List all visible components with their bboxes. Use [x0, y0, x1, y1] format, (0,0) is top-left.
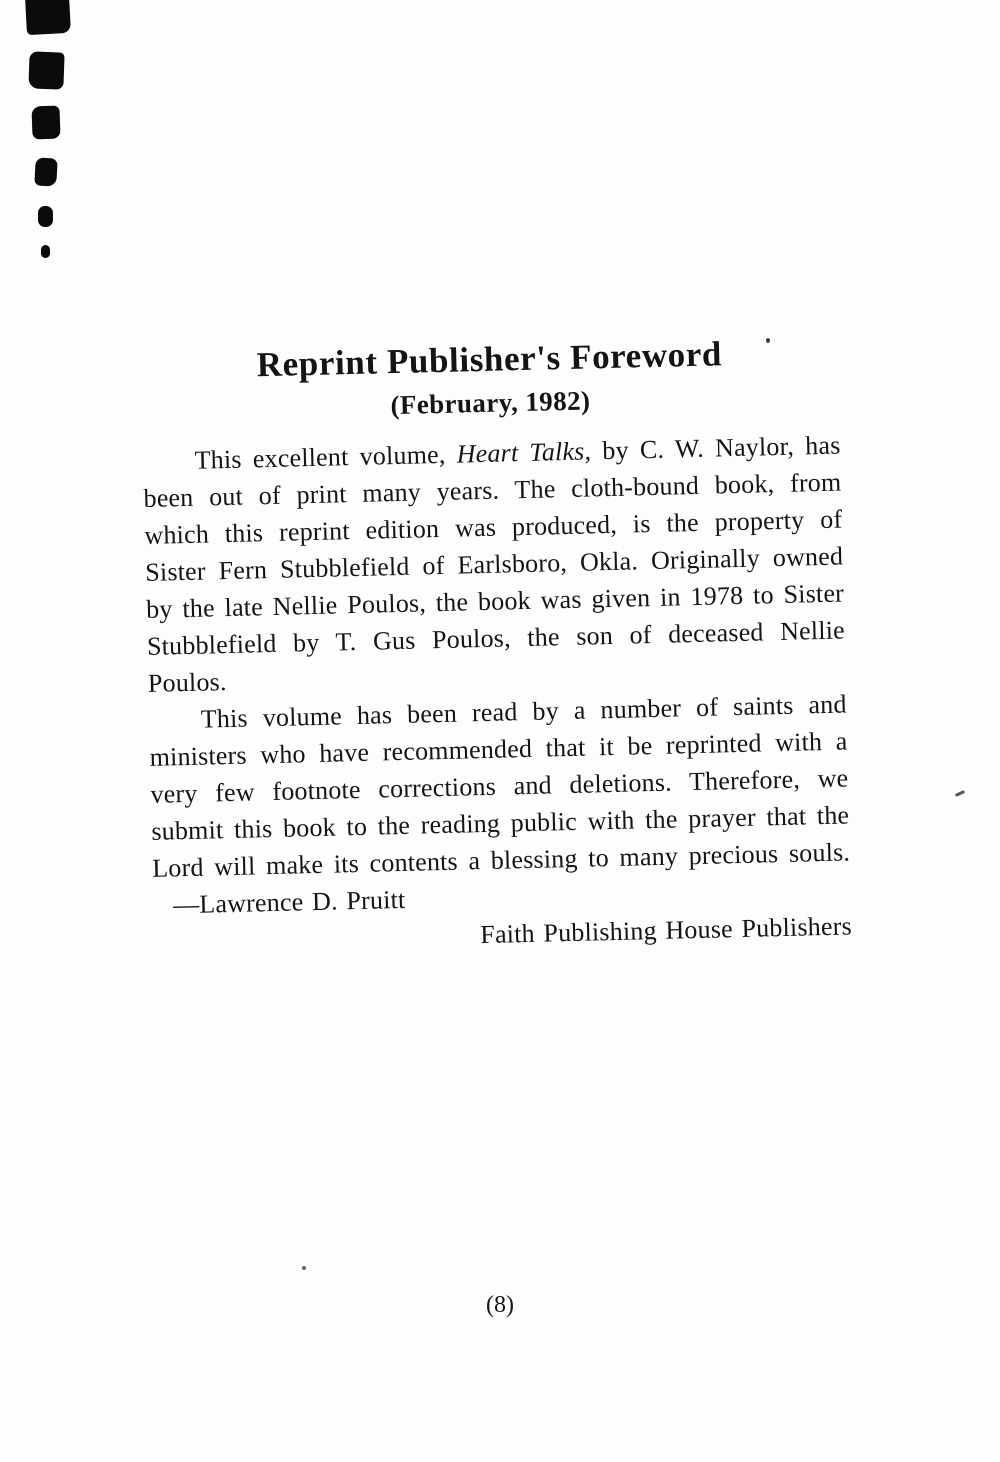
paragraph-1-text-before: This excellent volume,	[194, 439, 458, 475]
scan-artifact	[38, 206, 53, 227]
scan-artifact	[28, 51, 64, 89]
dust-speck	[302, 1266, 306, 1270]
publisher-line: Faith Publishing House Publishers	[479, 911, 853, 950]
paragraph-1-text-after: by C. W. Naylor, has been out of print many years. The cloth-bound book, from which this reprint edition was produced, is the property of Sister Fern Stubblefield of Earlsboro, Okla. Originally owned by the late Nellie Poulos, the book was given in 1978 to Sister Stubblefield by T. Gus Poulos, the son of deceased Nellie Poulos.	[143, 430, 846, 698]
scan-artifact	[34, 157, 57, 186]
paragraph-2	[148, 685, 851, 923]
page-title: Reprint Publisher's Foreword	[256, 334, 723, 385]
scan-artifact	[25, 0, 71, 35]
scan-artifact	[31, 106, 60, 140]
book-title-italic: Heart Talks,	[456, 436, 592, 469]
paragraph-1	[142, 427, 846, 702]
scan-artifact	[41, 245, 50, 258]
dust-speck	[955, 790, 965, 797]
paragraph-2-text: This volume has been read by a number of saints and ministers who have recommended that it be reprinted with a very few footnote corrections and deletions. Therefore, we submit this book to the reading public with the prayer that the Lord will make its contents a blessing to many precious souls.	[149, 689, 851, 883]
page-number: (8)	[486, 1292, 514, 1318]
byline: —Lawrence D. Pruitt	[172, 884, 406, 920]
text-block	[140, 332, 852, 961]
page-subtitle: (February, 1982)	[390, 385, 591, 421]
